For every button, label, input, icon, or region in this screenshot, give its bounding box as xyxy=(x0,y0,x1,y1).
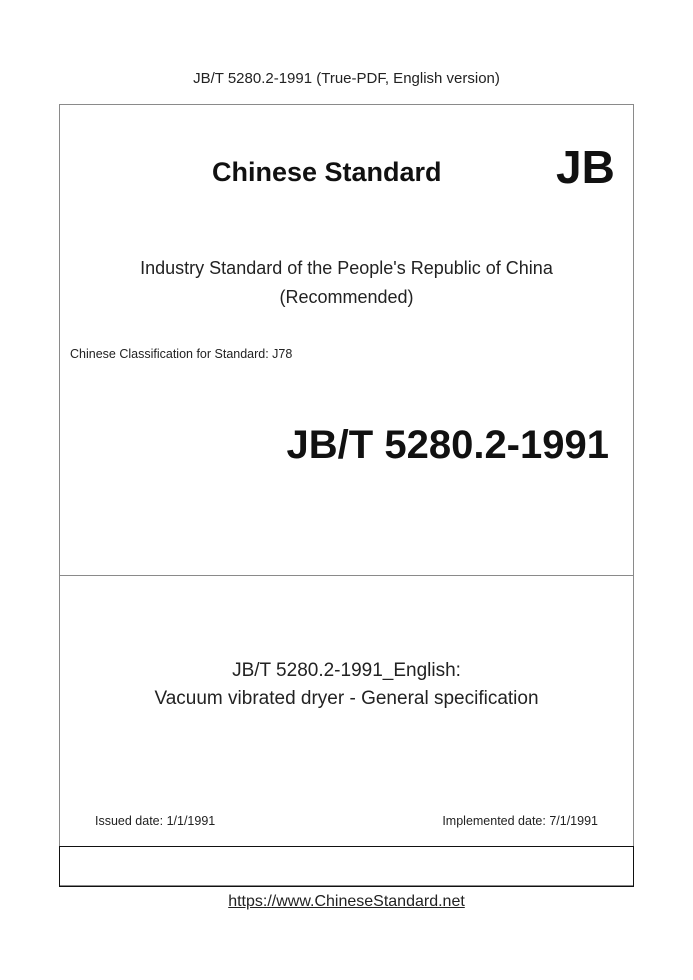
bottom-box-top-border xyxy=(59,846,634,847)
classification-label: Chinese Classification for Standard: J78 xyxy=(70,347,293,361)
section-divider xyxy=(59,575,634,576)
standard-number: JB/T 5280.2-1991 xyxy=(286,423,609,467)
document-title-line2: Vacuum vibrated dryer - General specification xyxy=(154,688,539,709)
website-link[interactable]: https://www.ChineseStandard.net xyxy=(228,893,465,910)
cover-code: JB xyxy=(556,141,615,193)
cover-title: Chinese Standard xyxy=(212,157,442,187)
issued-date: Issued date: 1/1/1991 xyxy=(95,814,216,828)
bottom-box-bottom-border xyxy=(59,886,634,887)
implemented-date: Implemented date: 7/1/1991 xyxy=(442,814,598,828)
cover-subtitle-line1: Industry Standard of the People's Republic of China xyxy=(140,258,553,278)
bottom-box-left-border xyxy=(59,846,60,887)
document-title-line1: JB/T 5280.2-1991_English: xyxy=(232,660,461,681)
cover-subtitle-line2: (Recommended) xyxy=(279,287,414,307)
document-header: JB/T 5280.2-1991 (True-PDF, English version) xyxy=(193,70,500,87)
cover-frame xyxy=(59,104,634,886)
bottom-box-right-border xyxy=(633,846,634,887)
